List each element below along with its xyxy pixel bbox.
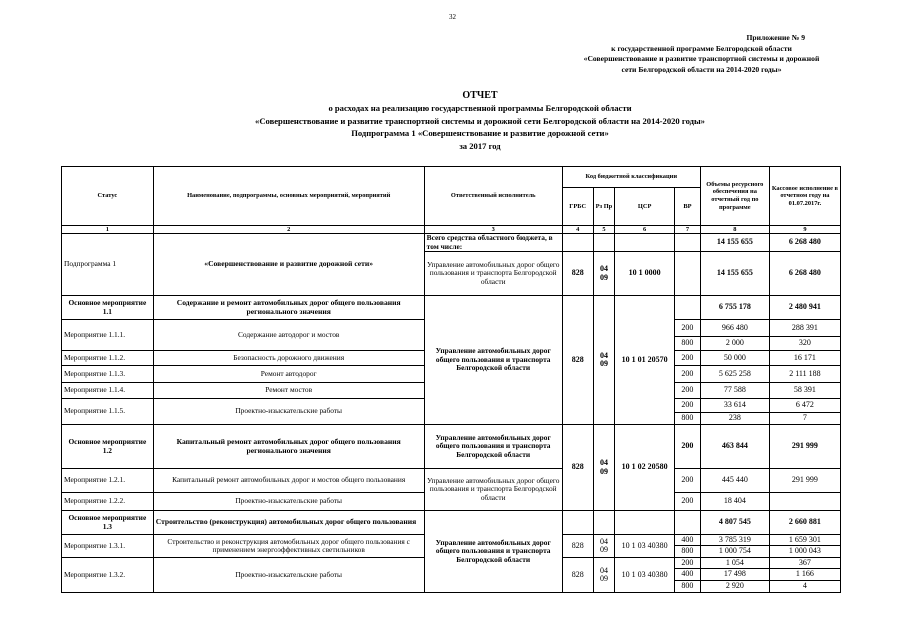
row-status: Основное мероприятие 1.2 — [62, 425, 154, 469]
header-vr: ВР — [675, 188, 701, 226]
cell-cash: 6 472 — [769, 399, 840, 413]
cell-vr: 400 — [675, 569, 701, 581]
cell-cash: 1 166 — [769, 569, 840, 581]
row-status: Мероприятие 1.3.2. — [62, 558, 154, 593]
row-status: Мероприятие 1.1.2. — [62, 351, 154, 366]
cell-vr — [675, 511, 701, 535]
cell-grbs — [562, 234, 593, 252]
cell-csr — [615, 234, 675, 252]
annex-line: «Совершенствование и развитие транспортной системы и дорожной — [583, 54, 820, 64]
cell-cash — [769, 493, 840, 511]
table-row — [62, 511, 841, 535]
cell-cash: 1 659 301 — [769, 535, 840, 546]
cell-csr: 10 1 03 40380 — [615, 535, 675, 558]
cell-vr: 800 — [675, 337, 701, 351]
cell-resources: 1 054 — [700, 558, 769, 569]
cell-grbs: 828 — [562, 296, 593, 425]
cell-resources: 1 000 754 — [700, 546, 769, 558]
row-total-label: Всего средства областного бюджета, в том числе: — [424, 234, 562, 252]
row-status: Подпрограмма 1 — [62, 234, 154, 296]
cell-resources: 445 440 — [700, 469, 769, 493]
cell-vr: 200 — [675, 493, 701, 511]
report-subprogram-name: Подпрограмма 1 «Совершенствование и развитие дорожной сети» — [351, 128, 609, 139]
cell-resources: 14 155 655 — [700, 252, 769, 296]
row-name: «Совершенствование и развитие дорожной сети» — [153, 234, 424, 296]
column-number: 8 — [700, 226, 769, 234]
cell-rzpr: 04 09 — [593, 252, 615, 296]
cell-executor: Управление автомобильных дорог общего пользования и транспорта Белгородской области — [424, 425, 562, 469]
cell-grbs: 828 — [562, 558, 593, 593]
column-number: 2 — [153, 226, 424, 234]
row-name: Проектно-изыскательские работы — [153, 493, 424, 511]
annex-header — [560, 33, 843, 75]
cell-resources: 3 785 319 — [700, 535, 769, 546]
cell-cash: 2 660 881 — [769, 511, 840, 535]
cell-vr: 200 — [675, 558, 701, 569]
cell-resources: 4 807 545 — [700, 511, 769, 535]
cell-executor: Управление автомобильных дорог общего пользования и транспорта Белгородской области — [424, 469, 562, 511]
cell-cash: 1 000 043 — [769, 546, 840, 558]
table-row — [62, 234, 841, 252]
row-status: Мероприятие 1.1.1. — [62, 320, 154, 351]
row-name: Строительство (реконструкция) автомобильных дорог общего пользования — [153, 511, 424, 535]
cell-vr: 200 — [675, 366, 701, 383]
column-number: 3 — [424, 226, 562, 234]
column-numbers-row — [62, 226, 841, 234]
row-status: Мероприятие 1.2.2. — [62, 493, 154, 511]
cell-resources: 50 000 — [700, 351, 769, 366]
cell-vr — [675, 296, 701, 320]
cell-vr — [675, 252, 701, 296]
cell-resources: 14 155 655 — [700, 234, 769, 252]
report-year: за 2017 год — [459, 140, 501, 151]
header-grbs: ГРБС — [562, 188, 593, 226]
cell-vr: 200 — [675, 351, 701, 366]
expenses-table — [61, 166, 841, 593]
header-csr: ЦСР — [615, 188, 675, 226]
header-rzpr: Рз Пр — [593, 188, 615, 226]
cell-rzpr: 04 09 — [593, 535, 615, 558]
cell-cash: 291 999 — [769, 425, 840, 469]
cell-rzpr — [593, 234, 615, 252]
cell-resources: 77 588 — [700, 383, 769, 399]
cell-vr: 200 — [675, 320, 701, 337]
cell-cash: 4 — [769, 581, 840, 593]
header-budget-code: Код бюджетной классификации — [562, 167, 700, 188]
row-status: Мероприятие 1.1.5. — [62, 399, 154, 425]
annex-line: к государственной программе Белгородской области — [611, 43, 792, 53]
cell-vr: 800 — [675, 546, 701, 558]
cell-cash: 2 111 188 — [769, 366, 840, 383]
cell-rzpr: 04 09 — [593, 296, 615, 425]
cell-resources: 5 625 258 — [700, 366, 769, 383]
row-status: Основное мероприятие 1.3 — [62, 511, 154, 535]
cell-cash: 367 — [769, 558, 840, 569]
report-program-name: «Совершенствование и развитие транспортной системы и дорожной сети Белгородской области на 2014-2020 годы» — [255, 115, 705, 126]
row-status: Мероприятие 1.1.3. — [62, 366, 154, 383]
annex-title: Приложение № 9 — [746, 33, 805, 42]
cell-csr: 10 1 02 20580 — [615, 425, 675, 511]
column-number: 6 — [615, 226, 675, 234]
table-row — [62, 425, 841, 469]
cell-cash: 291 999 — [769, 469, 840, 493]
cell-csr: 10 1 03 40380 — [615, 558, 675, 593]
cell-resources: 17 498 — [700, 569, 769, 581]
header-resources: Объемы ресурсного обеспечения на отчетный год по программе — [700, 167, 769, 226]
cell-resources: 2 920 — [700, 581, 769, 593]
cell-grbs: 828 — [562, 425, 593, 511]
cell-vr: 800 — [675, 413, 701, 425]
cell-rzpr: 04 09 — [593, 558, 615, 593]
row-name: Безопасность дорожного движения — [153, 351, 424, 366]
row-name: Строительство и реконструкция автомобильных дорог общего пользования с применением энергоэффективных светильников — [153, 535, 424, 558]
cell-cash: 320 — [769, 337, 840, 351]
column-number: 9 — [769, 226, 840, 234]
cell-cash: 2 480 941 — [769, 296, 840, 320]
cell-vr: 200 — [675, 383, 701, 399]
column-number: 5 — [593, 226, 615, 234]
header-cash: Кассовое исполнение в отчетном году на 01.07.2017г. — [769, 167, 840, 226]
cell-vr: 800 — [675, 581, 701, 593]
row-status: Мероприятие 1.2.1. — [62, 469, 154, 493]
table-row — [62, 469, 841, 493]
cell-rzpr — [593, 511, 615, 535]
cell-csr: 10 1 0000 — [615, 252, 675, 296]
column-number: 1 — [62, 226, 154, 234]
header-name: Наименование, подпрограммы, основных мероприятий, мероприятий — [153, 167, 424, 226]
cell-cash: 288 391 — [769, 320, 840, 337]
table-row — [62, 296, 841, 320]
cell-cash: 16 171 — [769, 351, 840, 366]
header-executor: Ответственный исполнитель — [424, 167, 562, 226]
cell-resources: 18 404 — [700, 493, 769, 511]
row-name: Проектно-изыскательские работы — [153, 558, 424, 593]
cell-resources: 33 614 — [700, 399, 769, 413]
row-name: Капитальный ремонт автомобильных дорог и мостов общего пользования — [153, 469, 424, 493]
cell-csr — [615, 511, 675, 535]
cell-executor: Управление автомобильных дорог общего пользования и транспорта Белгородской области — [424, 296, 562, 425]
page-number: 32 — [449, 13, 456, 21]
report-title: ОТЧЕТ — [462, 90, 498, 101]
row-name: Ремонт автодорог — [153, 366, 424, 383]
cell-vr: 200 — [675, 425, 701, 469]
row-status: Мероприятие 1.3.1. — [62, 535, 154, 558]
cell-executor: Управление автомобильных дорог общего пользования и транспорта Белгородской области — [424, 511, 562, 593]
row-status: Мероприятие 1.1.4. — [62, 383, 154, 399]
cell-grbs: 828 — [562, 535, 593, 558]
cell-cash: 6 268 480 — [769, 234, 840, 252]
row-name: Капитальный ремонт автомобильных дорог общего пользования регионального значения — [153, 425, 424, 469]
cell-grbs — [562, 511, 593, 535]
cell-resources: 238 — [700, 413, 769, 425]
row-name: Содержание и ремонт автомобильных дорог общего пользования регионального значения — [153, 296, 424, 320]
cell-resources: 2 000 — [700, 337, 769, 351]
row-name: Содержание автодорог и мостов — [153, 320, 424, 351]
cell-vr — [675, 234, 701, 252]
row-name: Ремонт мостов — [153, 383, 424, 399]
row-status: Основное мероприятие 1.1 — [62, 296, 154, 320]
cell-cash: 7 — [769, 413, 840, 425]
report-header — [160, 90, 800, 152]
cell-csr: 10 1 01 20570 — [615, 296, 675, 425]
column-number: 4 — [562, 226, 593, 234]
header-status: Статус — [62, 167, 154, 226]
cell-cash: 58 391 — [769, 383, 840, 399]
annex-line: сети Белгородской области на 2014-2020 годы» — [621, 64, 782, 74]
cell-rzpr: 04 09 — [593, 425, 615, 511]
column-number: 7 — [675, 226, 701, 234]
cell-resources: 6 755 178 — [700, 296, 769, 320]
cell-resources: 966 480 — [700, 320, 769, 337]
cell-cash: 6 268 480 — [769, 252, 840, 296]
cell-resources: 463 844 — [700, 425, 769, 469]
cell-vr: 400 — [675, 535, 701, 546]
report-subtitle: о расходах на реализацию государственной программы Белгородской области — [328, 103, 632, 114]
row-name: Проектно-изыскательские работы — [153, 399, 424, 425]
cell-executor: Управление автомобильных дорог общего пользования и транспорта Белгородской области — [424, 252, 562, 296]
cell-vr: 200 — [675, 399, 701, 413]
cell-grbs: 828 — [562, 252, 593, 296]
cell-vr: 200 — [675, 469, 701, 493]
header-row — [62, 167, 841, 188]
